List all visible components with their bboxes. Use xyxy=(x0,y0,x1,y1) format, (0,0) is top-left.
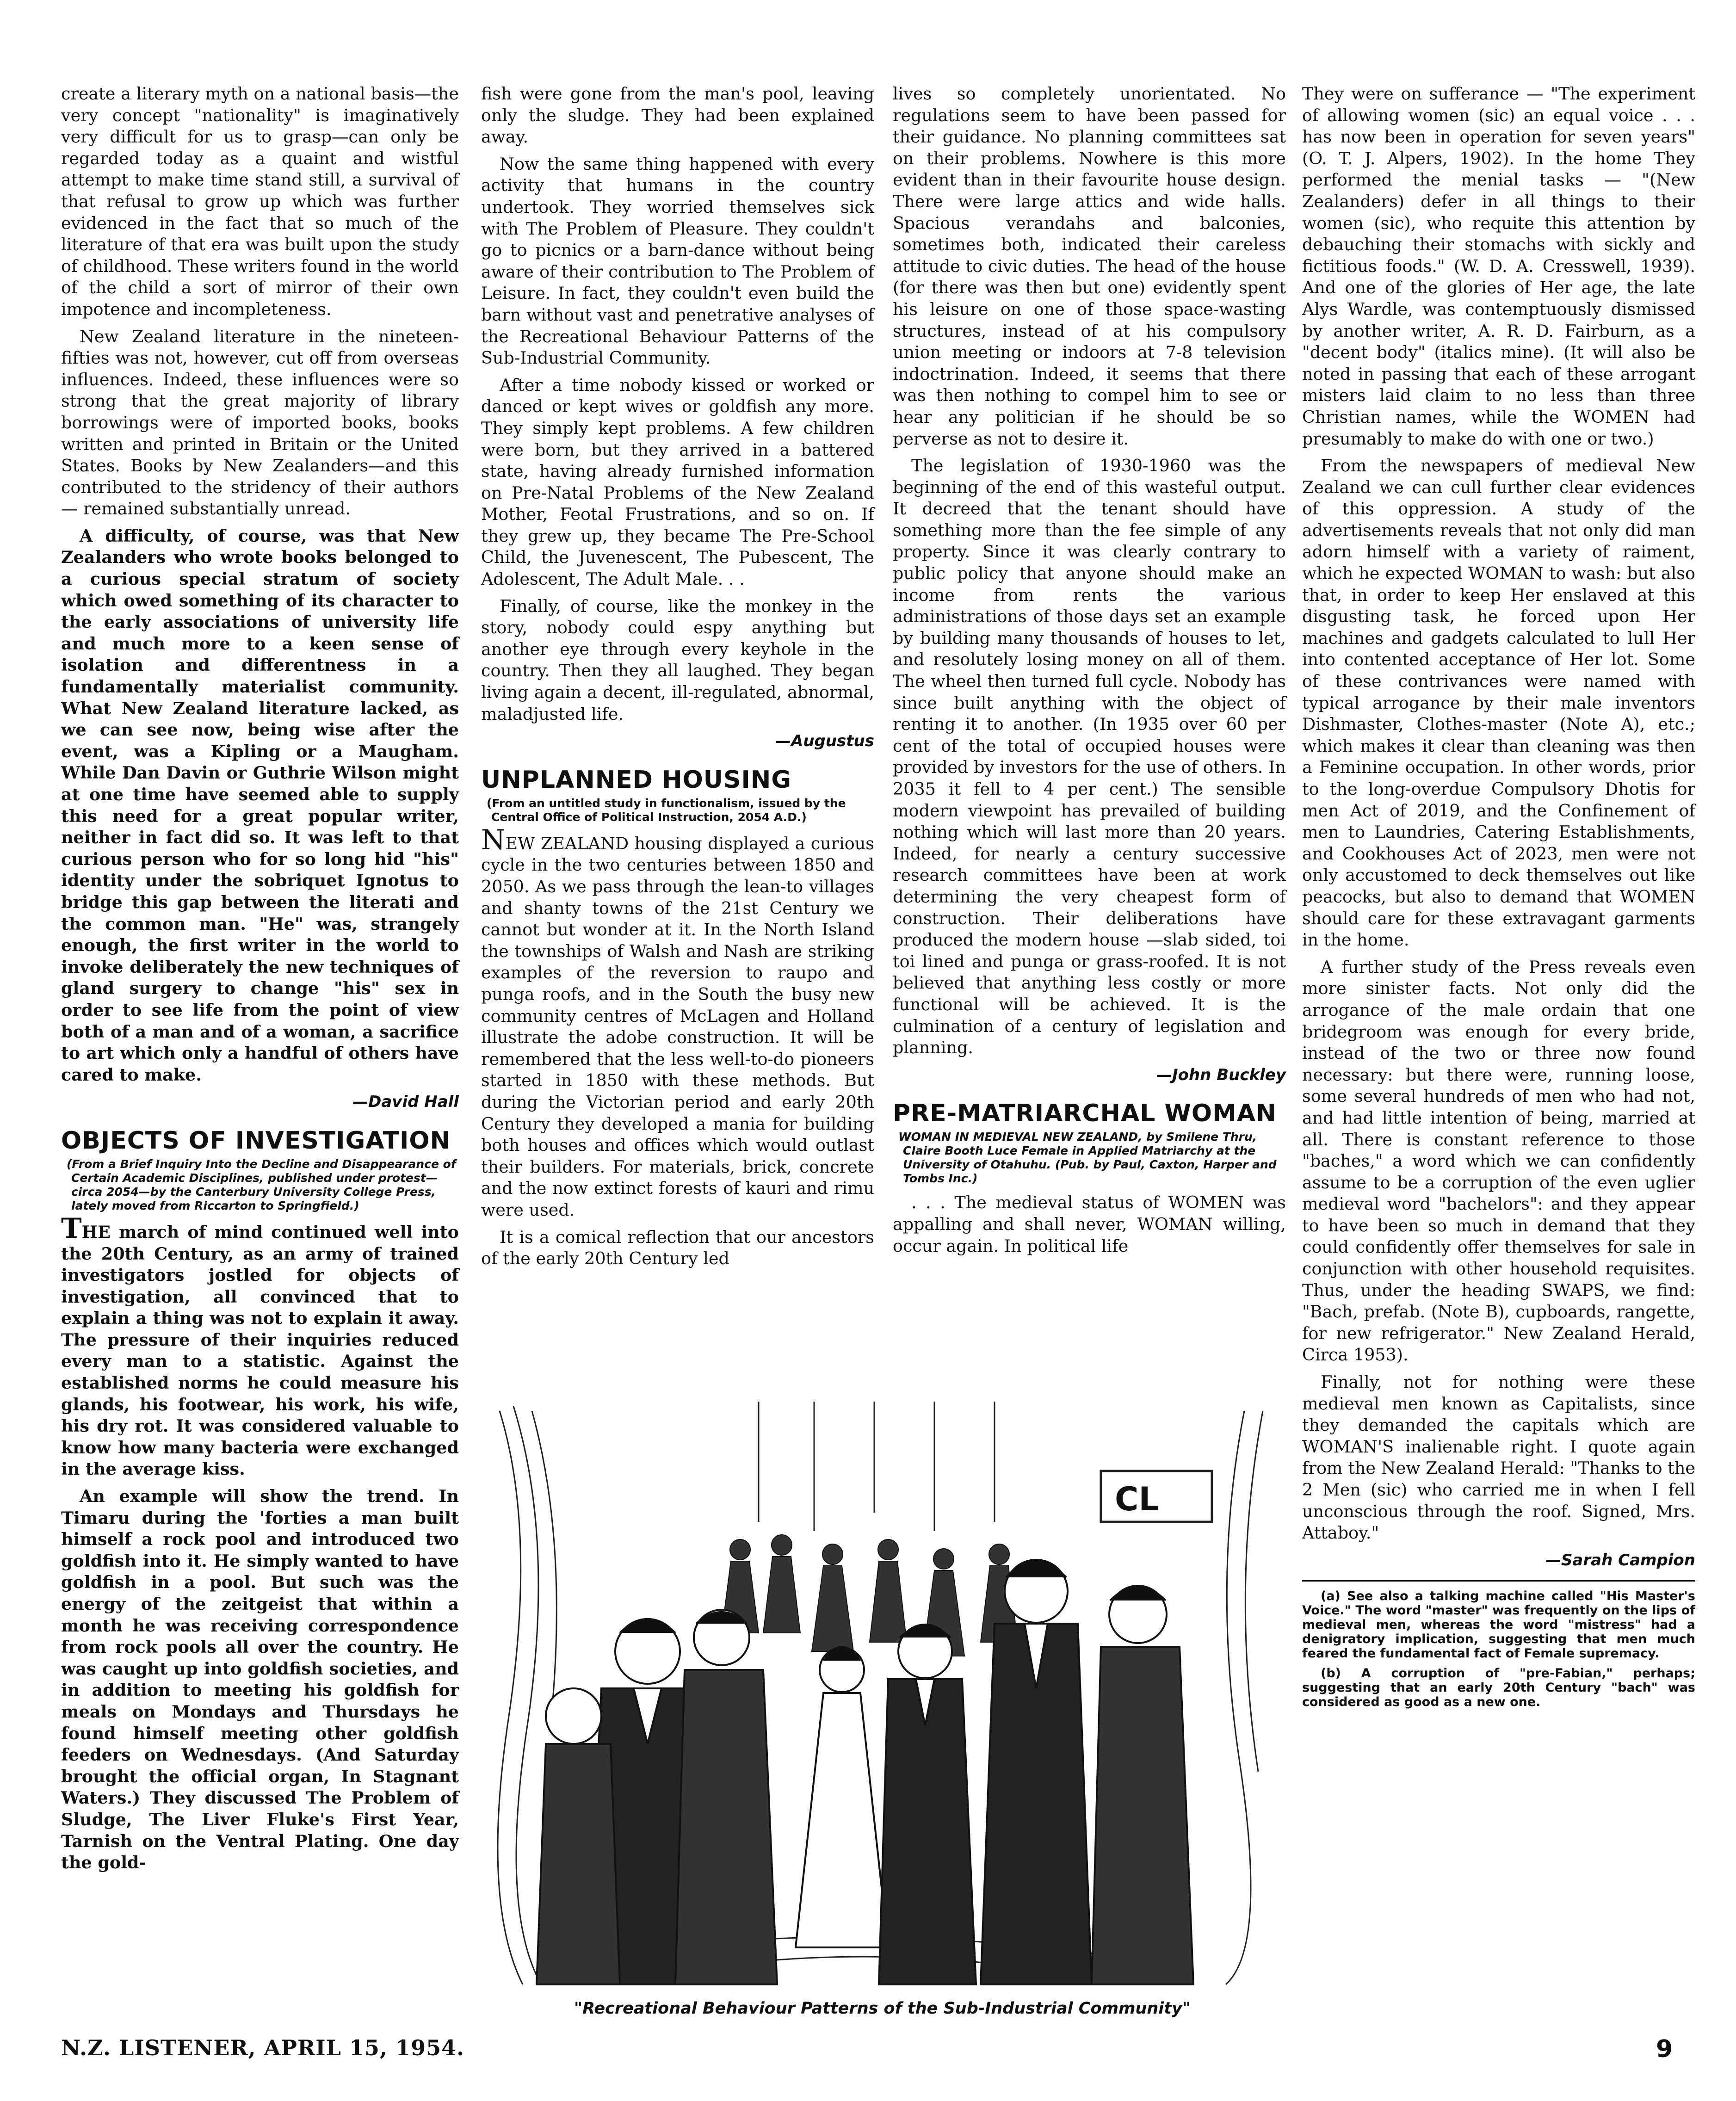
article-paragraph: Finally, of course, like the monkey in the story, nobody could espy anything but another eye through every keyhole in the country. Then they all laughed. They began living again a decent, ill-regulated, abnormal, maladjusted life. xyxy=(481,596,874,724)
article-paragraph: After a time nobody kissed or worked or danced or kept wives or goldfish any more. They simply kept problems. A few children were born, but they arrived in a battered state, having already furnished information on Pre-Natal Problems of the New Zealand Mother, Feotal Frustrations, and so on. If they grew up, they became The Pre-School Child, the Juvenescent, The Pubescent, The Adolescent, The Adult Male. . . xyxy=(481,375,874,589)
article-paragraph: Finally, not for nothing were these medieval men known as Capitalists, since they demanded the capitals which are WOMAN'S inalienable right. I quote again from the New Zealand Herald: "Thanks to the 2 Men (sic) who carried me in when I fell unconscious through the roof. Signed, Mrs. Attaboy." xyxy=(1302,1372,1695,1543)
column-4 xyxy=(1302,83,1695,1715)
article-paragraph: Now the same thing happened with every activity that humans in the country undertook. They worried themselves sick with The Problem of Pleasure. They couldn't go to picnics or a barn-dance without being aware of their contribution to The Problem of Leisure. In fact, they couldn't even build the barn without vast and penetrative analyses of the Recreational Behaviour Patterns of the Sub-Industrial Community. xyxy=(481,154,874,368)
author-signature: —David Hall xyxy=(352,1093,459,1112)
article-paragraph xyxy=(481,823,874,1221)
cartoon-drawing xyxy=(481,1392,1284,1994)
author-signature: —John Buckley xyxy=(1156,1065,1286,1084)
article-paragraph: From the newspapers of medieval New Zealand we can cull further clear evidences of this oppression. A study of the advertisements reveals that not only did man adorn himself with a variety of raiment, which he expected WOMAN to wash: but also that, in order to keep Her enslaved at this disgusting task, he forced upon Her machines and gadgets calculated to lull Her into contented acceptance of Her lot. Some of these contrivances were named with typical arrogance by their male inventors Dishmaster, Clothes-master (Note A), etc.; which makes it clear than cleaning was then a Feminine occupation. In other words, prior to the long-overdue Compulsory Dhotis for men Act of 2019, and the Confinement of men to Laundries, Catering Establishments, and Cookhouses Act of 2023, men were not only accustomed to deck themselves out like peacocks, but also to demand that WOMEN should care for these extravagant garments in the home. xyxy=(1302,456,1695,950)
footnotes xyxy=(1302,1580,1695,1709)
column-2 xyxy=(481,83,874,1275)
article-paragraph: create a literary myth on a national basis—the very concept "nationality" is imaginatively very difficult for us to grasp—can only be regarded today as a quaint and wistful attempt to make time stand still, a survival of that refusal to grow up which was further evidenced in the fact that so much of the literature of that era was built upon the study of childhood. These writers found in the world of the child a sort of mirror of their own impotence and incompleteness. xyxy=(61,84,459,319)
article-paragraph: . . . The medieval status of WOMEN was appalling and shall never, WOMAN willing, occur again. In political life xyxy=(893,1193,1286,1256)
article-source-note: (From an untitled study in functionalism, issued by the Central Office of Political Instruction, 2054 A.D.) xyxy=(487,796,846,824)
article-source-note: WOMAN IN MEDIEVAL NEW ZEALAND, by Smilene Thru, Claire Booth Luce Female in Applied Matriarchy at the University of Otahuhu. (Pub. by Paul, Caxton, Harper and Tombs Inc.) xyxy=(898,1130,1277,1186)
club-sign xyxy=(1101,1471,1212,1522)
author-signature: —Sarah Campion xyxy=(1545,1551,1695,1570)
article-paragraph: An example will show the trend. In Timaru during the 'forties a man built himself a rock pool and introduced two goldfish into it. He simply wanted to have goldfish in a pool. But such was the energy of the zeitgeist that within a month he was receiving correspondence from rock pools all over the country. He was caught up into goldfish societies, and in addition to meeting his goldfish for meals on Mondays and Thursdays he found himself meeting other goldfish feeders on Wednesdays. (And Saturday brought the official organ, In Stagnant Waters.) They discussed The Problem of Sludge, The Liver Fluke's First Year, Tarnish on the Ventral Plating. One day the gold- xyxy=(61,1486,459,1873)
page-number: 9 xyxy=(1656,2035,1673,2063)
column-1 xyxy=(61,83,459,1879)
footnote-a: (a) See also a talking machine called "His Master's Voice." The word "master" was frequently on the lips of medieval men, whereas the word "mistress" had a denigratory implication, suggesting that men much feared the fundamental fact of Female supremacy. xyxy=(1302,1589,1695,1661)
article-paragraph: They were on sufferance — "The experiment of allowing women (sic) an equal voice . . . has now been in operation for seven years" (O. T. J. Alpers, 1902). In the home They performed the menial tasks — "(New Zealanders) defer in all things to their women (sic), who requite this attention by debauching their stomachs with sickly and fictitious foods." (W. D. A. Cresswell, 1939). And one of the glories of Her age, the late Alys Wardle, was contemptuously dismissed by another writer, A. R. D. Fairburn, as a "decent body" (italics mine). (It will also be noted in passing that each of these arrogant misters laid claim to no less than three Christian names, while the WOMEN had presumably to make do with one or two.) xyxy=(1302,84,1695,449)
illustration-caption: "Recreational Behaviour Patterns of the Sub-Industrial Community" xyxy=(574,1999,1191,2018)
article-heading: OBJECTS OF INVESTIGATION xyxy=(61,1126,451,1155)
paragraph-text: EW ZEALAND housing displayed a curious cycle in the two centuries between 1850 and 2050. As we pass through the lean-to villages and shanty towns of the 21st Century we cannot but wonder at it. In the North Island the townships of Walsh and Nash are striking examples of the reversion to raupo and punga roofs, and in the South the busy new community centres of McLagen and Holland illustrate the adobe construction. It will be remembered that the less well-to-do pioneers started in 1850 with these methods. But during the Victorian period and early 20th Century they developed a mania for building both houses and offices which would outlast their builders. For materials, brick, concrete and the now extinct forests of kauri and rimu were used. xyxy=(481,833,874,1220)
article-paragraph: lives so completely unorientated. No regulations seem to have been passed for their guidance. No planning committees sat on their problems. Nowhere is this more evident than in their favourite house design. There were large attics and wide halls. Spacious verandahs and balconies, sometimes both, indicated their careless attitude to civic duties. The head of the house (for there was then but one) evidently spent his leisure on one of those space-wasting structures, instead of at his compulsory union meeting or indoors at 7-8 television indoctrination. Indeed, it seems that there was then nothing to compel him to see or hear any politician if he should be so perverse as not to desire it. xyxy=(893,84,1286,449)
article-heading: UNPLANNED HOUSING xyxy=(481,766,792,794)
article-paragraph: The legislation of 1930-1960 was the beginning of the end of this wasteful output. It decreed that the tenant should have something more than the fee simple of any property. Since it was clearly contrary to public policy that anyone should make an income from rents the various administrations of those days set an example by building many thousands of houses to let, and resolutely losing money on all of them. The wheel then turned full cycle. Nobody has since built anything with the object of renting it to another. (In 1935 over 60 per cent of the total of occupied houses were provided by investors for the use of others. In 2035 it fell to 4 per cent.) The sensible modern viewpoint has prevailed of building nothing which will last more than 20 years. Indeed, for nearly a century successive research committees have been at work determining the very cheapest form of construction. Their deliberations have produced the modern house —slab sided, toi toi lined and punga or grass-roofed. It is not believed that anything less costly or more functional will be achieved. It is the culmination of a century of legislation and planning. xyxy=(893,456,1286,1058)
article-heading: PRE-MATRIARCHAL WOMAN xyxy=(893,1100,1277,1128)
column-3 xyxy=(893,83,1286,1262)
paragraph-text: HE march of mind continued well into the 20th Century, as an army of trained investigators jostled for objects of investigation, all convinced that to explain a thing was not to explain it away. The pressure of their inquiries reduced every man to a statistic. Against the established norms he could measure his glands, his footwear, his work, his wife, his dry rot. It was considered valuable to know how many bacteria were exchanged in the average kiss. xyxy=(61,1222,459,1479)
sign-text: CL xyxy=(1115,1480,1159,1518)
author-signature: —Augustus xyxy=(775,732,874,751)
article-paragraph: A further study of the Press reveals even more sinister facts. Not only did the arrogance of the male ordain that one bridegroom was enough for every bride, instead of the two or three now found necessary: but there were, running loose, some several hundreds of men who had not, and had little intention of being, married at all. There is constant reference to those "baches," a word which we can confidently assume to be a corruption of the even uglier medieval word "bachelors": and they appear to have been so much in demand that they could confidently offer themselves for sale in conjunction with other household requisites. Thus, under the heading SWAPS, we find: "Bach, prefab. (Note B), cupboards, rangette, for new refrigerator." New Zealand Herald, Circa 1953). xyxy=(1302,957,1695,1365)
cartoon-illustration xyxy=(481,1392,1284,1994)
article-paragraph: It is a comical reflection that our ancestors of the early 20th Century led xyxy=(481,1227,874,1269)
footnote-b: (b) A corruption of "pre-Fabian," perhaps; suggesting that an early 20th Century "bach" was considered as good as a new one. xyxy=(1302,1666,1695,1710)
drop-cap: N xyxy=(481,823,506,856)
article-paragraph xyxy=(61,1212,459,1480)
article-source-note: (From a Brief Inquiry Into the Decline and Disappearance of Certain Academic Disciplines, published under protest—circa 2054—by the Canterbury University College Press, lately moved from Riccarton to Springfield.) xyxy=(67,1157,456,1212)
article-paragraph: fish were gone from the man's pool, leaving only the sludge. They had been explained away. xyxy=(481,84,874,147)
masthead-footer: N.Z. LISTENER, APRIL 15, 1954. xyxy=(61,2035,465,2060)
drop-cap: T xyxy=(61,1212,82,1245)
article-paragraph: A difficulty, of course, was that New Zealanders who wrote books belonged to a curious special stratum of society which owed something of its character to the early associations of university life and much more to a keen sense of isolation and differentness in a fundamentally materialist community. What New Zealand literature lacked, as we can see now, being wise after the event, was a Kipling or a Maugham. While Dan Davin or Guthrie Wilson might at one time have seemed able to supply this need for a great popular writer, neither in fact did so. It was left to that curious person who for so long hid "his" identity under the sobriquet Ignotus to bridge this gap between the literati and the common man. "He" was, strangely enough, the first writer in the world to invoke deliberately the new techniques of gland surgery to change "his" sex in order to see life from the point of view both of a man and of a woman, a sacrifice to art which only a handful of others have cared to make. xyxy=(61,525,459,1085)
article-paragraph: New Zealand literature in the nineteen-fifties was not, however, cut off from overseas influences. Indeed, these influences were so strong that the great majority of library borrowings were of imported books, books written and printed in Britain or the United States. Books by New Zealanders—and this contributed to the stridency of their authors — remained substantially unread. xyxy=(61,326,459,519)
